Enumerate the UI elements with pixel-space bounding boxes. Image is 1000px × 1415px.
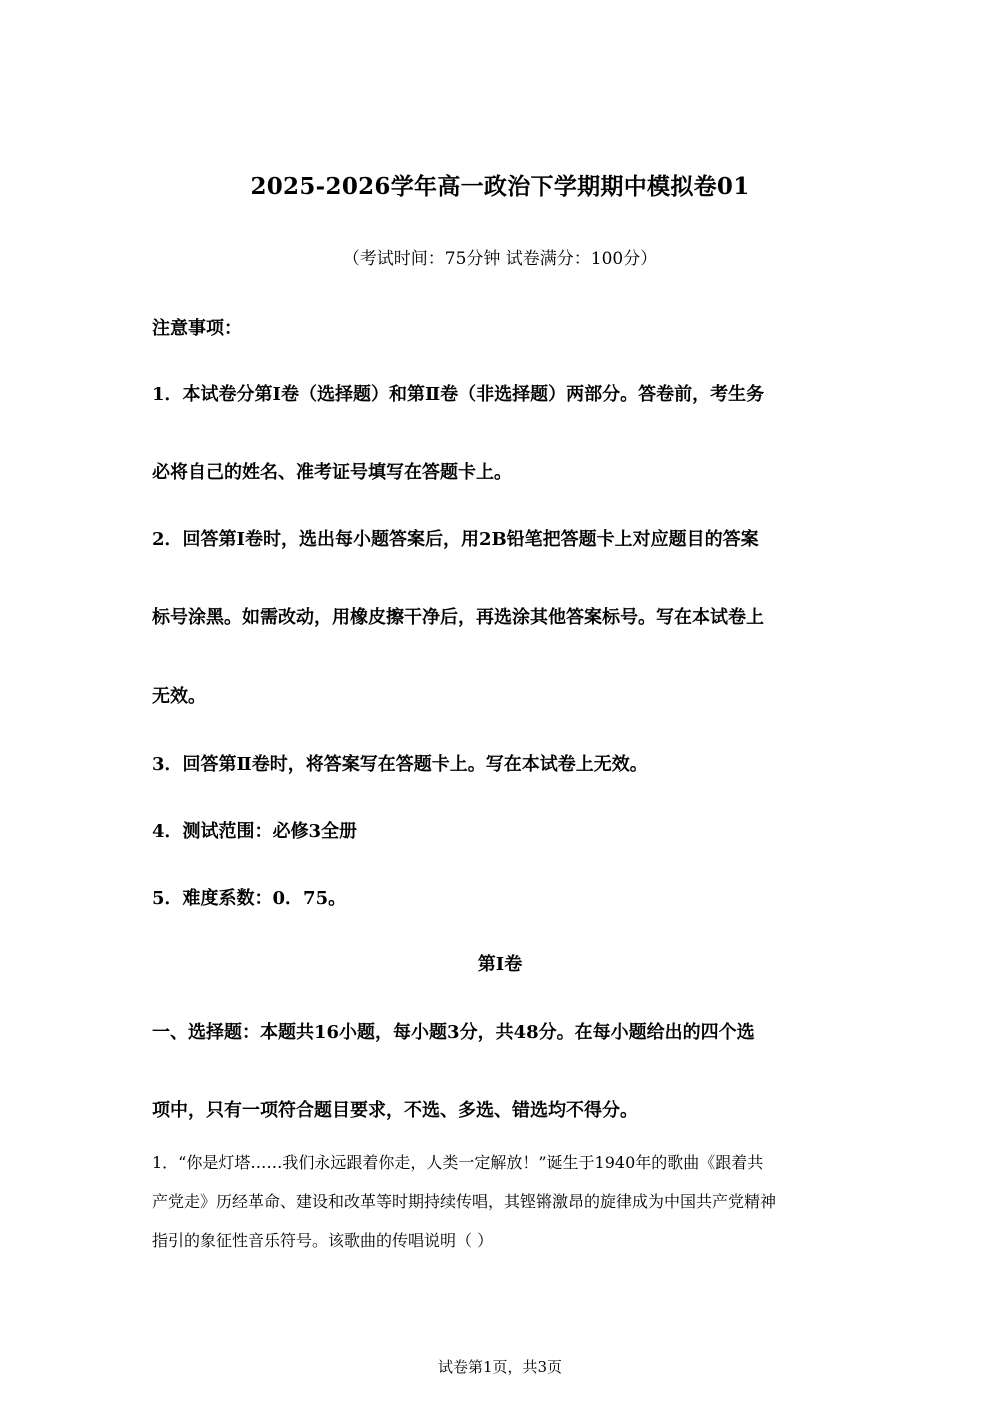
question-1-line-3: 指引的象征性音乐符号。该歌曲的传唱说明（ ） bbox=[152, 1231, 494, 1250]
exam-subtitle: （考试时间：75分钟 试卷满分：100分） bbox=[342, 249, 658, 269]
part-heading-line-2: 项中，只有一项符合题目要求，不选、多选、错选均不得分。 bbox=[152, 1100, 638, 1121]
page-footer: 试卷第1页，共3页 bbox=[437, 1358, 563, 1376]
question-1-line-2: 产党走》历经革命、建设和改革等时期持续传唱，其铿锵激昂的旋律成为中国共产党精神 bbox=[152, 1192, 777, 1211]
question-1-line-1: 1．“你是灯塔……我们永远跟着你走，人类一定解放！”诞生于1940年的歌曲《跟着共 bbox=[152, 1153, 764, 1172]
note-3: 3．回答第Ⅱ卷时，将答案写在答题卡上。写在本试卷上无效。 bbox=[152, 754, 648, 775]
exam-title: 2025-2026学年高一政治下学期期中模拟卷01 bbox=[250, 173, 750, 200]
notes-heading: 注意事项： bbox=[152, 318, 242, 339]
section-title: 第Ⅰ卷 bbox=[477, 954, 523, 975]
note-4: 4．测试范围：必修3全册 bbox=[152, 821, 358, 842]
note-1-line-1: 1．本试卷分第Ⅰ卷（选择题）和第Ⅱ卷（非选择题）两部分。答卷前，考生务 bbox=[152, 384, 765, 405]
note-2-line-3: 无效。 bbox=[152, 686, 206, 707]
part-heading-line-1: 一、选择题：本题共16小题，每小题3分，共48分。在每小题给出的四个选 bbox=[152, 1022, 755, 1043]
note-2-line-2: 标号涂黑。如需改动，用橡皮擦干净后，再选涂其他答案标号。写在本试卷上 bbox=[152, 607, 764, 628]
note-2-line-1: 2．回答第Ⅰ卷时，选出每小题答案后，用2B铅笔把答题卡上对应题目的答案 bbox=[152, 529, 759, 550]
note-5: 5．难度系数：0．75。 bbox=[152, 888, 347, 909]
note-1-line-2: 必将自己的姓名、准考证号填写在答题卡上。 bbox=[152, 462, 512, 483]
